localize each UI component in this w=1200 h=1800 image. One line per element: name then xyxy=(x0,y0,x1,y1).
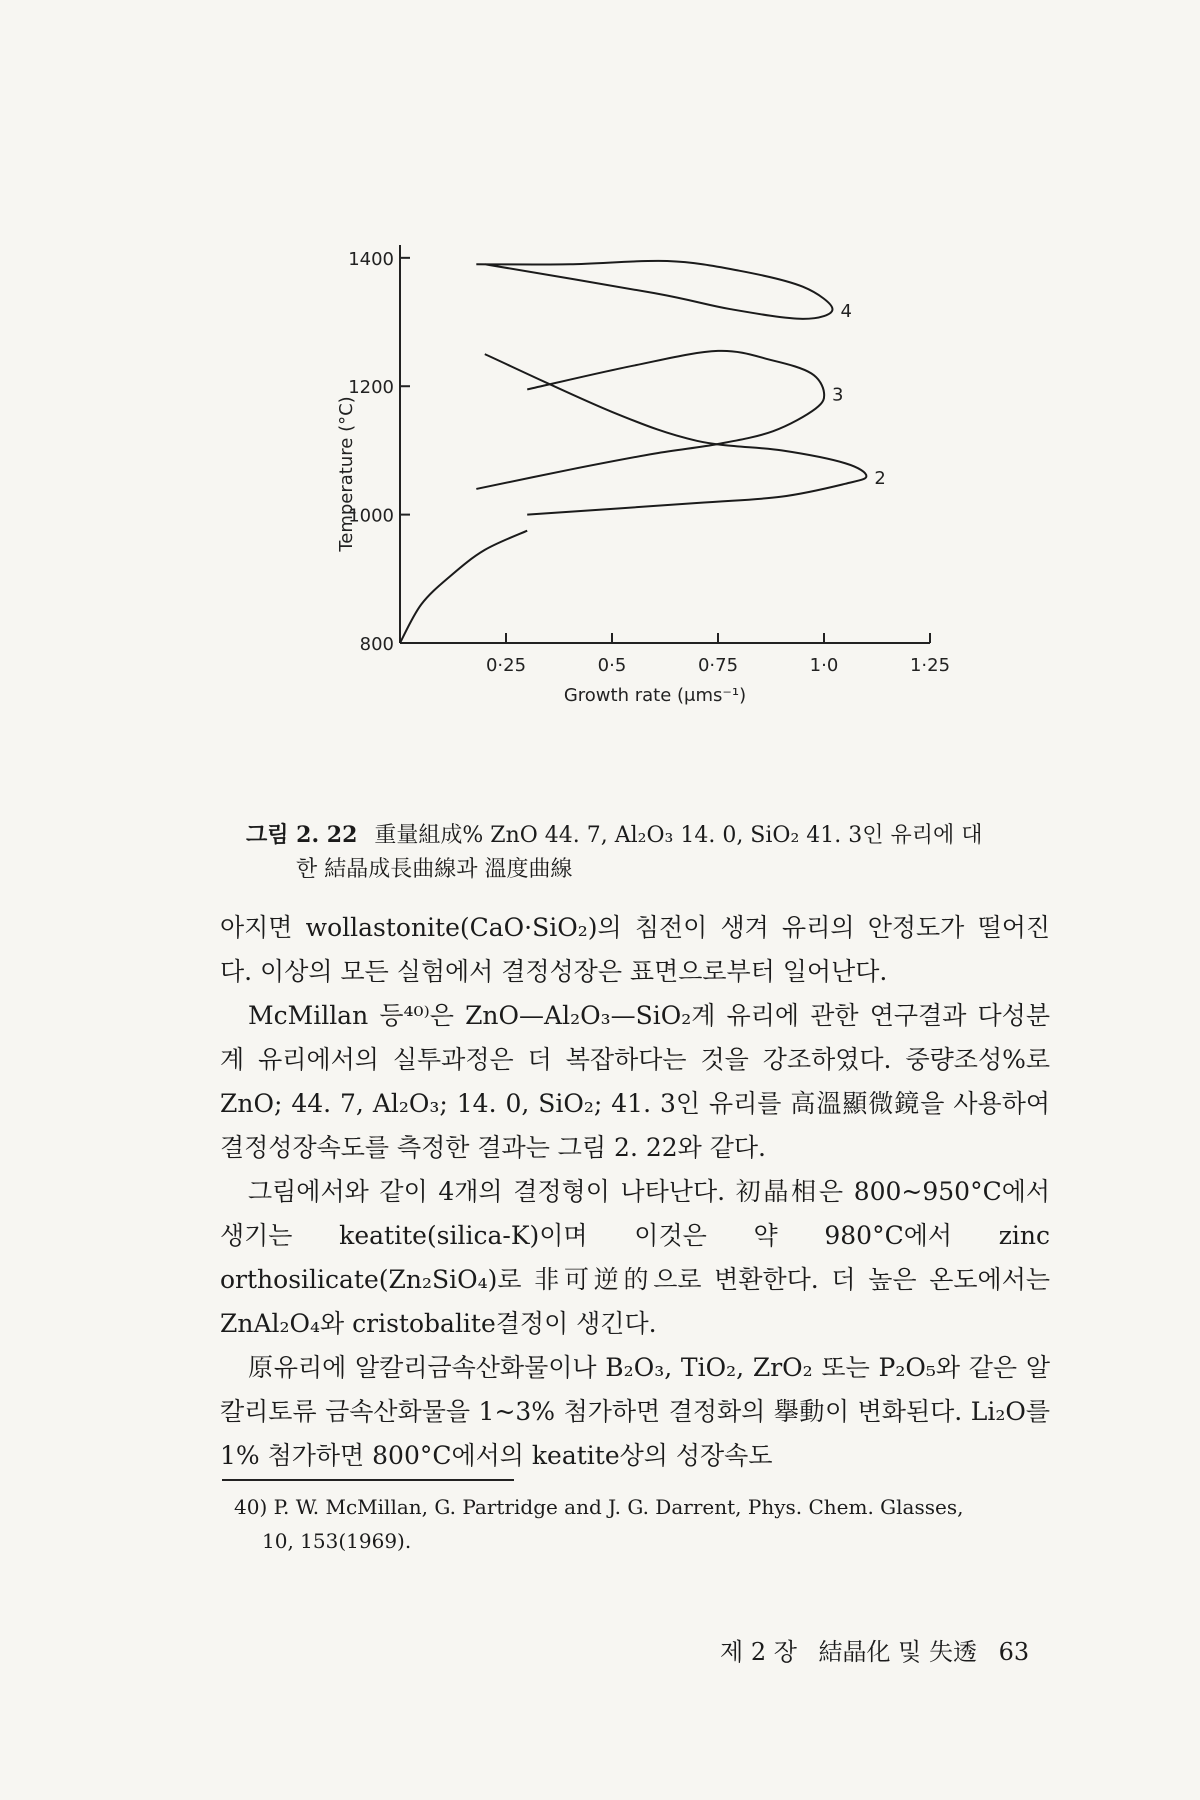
caption-line1: 重量組成% ZnO 44. 7, Al₂O₃ 14. 0, SiO₂ 41. 3인 유리에 대 xyxy=(374,823,983,848)
footnote-line1: 40) P. W. McMillan, G. Partridge and J. G. Darrent, Phys. Chem. Glasses, xyxy=(234,1495,964,1519)
curve-label-4: 4 xyxy=(840,301,852,323)
footnote-line2: 10, 153(1969). xyxy=(262,1529,412,1553)
x-tick-label: 1·0 xyxy=(809,655,839,676)
paragraph-1: 아지면 wollastonite(CaO·SiO₂)의 침전이 생겨 유리의 안정도가 떨어진다. 이상의 모든 실험에서 결정성장은 표면으로부터 일어난다. xyxy=(220,913,1050,986)
series-curve-1 xyxy=(400,531,527,643)
y-tick-label: 1400 xyxy=(348,248,394,270)
footnote xyxy=(234,1490,1034,1558)
x-tick-label: 0·25 xyxy=(485,655,527,676)
paragraph-2: McMillan 등⁴⁰⁾은 ZnO—Al₂O₃—SiO₂계 유리에 관한 연구결과 다성분계 유리에서의 실투과정은 더 복잡하다는 것을 강조하였다. 중량조성%로 ZnO; 44. 7, Al₂O₃; 14. 0, SiO₂; 41. 3인 유리를 高溫顯微鏡을 사용하여 결정성장속도를 측정한 결과는 그림 2. 22와 같다. xyxy=(220,1001,1050,1162)
series-curve-4 xyxy=(476,261,832,319)
page-number: 63 xyxy=(998,1638,1030,1666)
y-tick-label: 1000 xyxy=(348,505,394,527)
footnote-rule xyxy=(222,1479,514,1481)
caption-line2: 한 結晶成長曲線과 溫度曲線 xyxy=(296,857,573,882)
series-curve-3 xyxy=(476,351,824,489)
paragraph-4: 原유리에 알칼리금속산화물이나 B₂O₃, TiO₂, ZrO₂ 또는 P₂O₅와 같은 알칼리토류 금속산화물을 1~3% 첨가하면 결정화의 擧動이 변화된다. Li₂O를 1% 첨가하면 800°C에서의 keatite상의 성장속도 xyxy=(220,1353,1050,1470)
page-footer xyxy=(720,1632,1043,1667)
figure-caption xyxy=(246,818,1046,887)
x-tick-label: 0·5 xyxy=(597,655,627,676)
growth-rate-chart xyxy=(320,235,960,815)
chart-svg xyxy=(320,235,960,815)
paragraph-3: 그림에서와 같이 4개의 결정형이 나타난다. 初晶相은 800~950°C에서 생기는 keatite(silica-K)이며 이것은 약 980°C에서 zinc orthosilicate(Zn₂SiO₄)로 非可逆的으로 변환한다. 더 높은 온도에서는 ZnAl₂O₄와 cristobalite결정이 생긴다. xyxy=(220,1177,1050,1338)
body-text xyxy=(220,906,1050,1478)
x-tick-label: 0·75 xyxy=(697,655,739,676)
series-curve-2 xyxy=(485,354,867,514)
x-axis-label: Growth rate (μms⁻¹) xyxy=(563,685,747,706)
footer-chapter: 제 2 장 xyxy=(720,1638,797,1666)
caption-number: 그림 2. 22 xyxy=(246,822,358,848)
curve-label-2: 2 xyxy=(874,468,886,490)
y-tick-label: 1200 xyxy=(348,377,394,399)
curve-label-3: 3 xyxy=(832,384,844,406)
y-axis-label: Temperature (°C) xyxy=(336,396,357,552)
y-tick-label: 800 xyxy=(359,634,394,655)
footer-title: 結晶化 및 失透 xyxy=(818,1638,977,1666)
x-tick-label: 1·25 xyxy=(909,655,951,676)
